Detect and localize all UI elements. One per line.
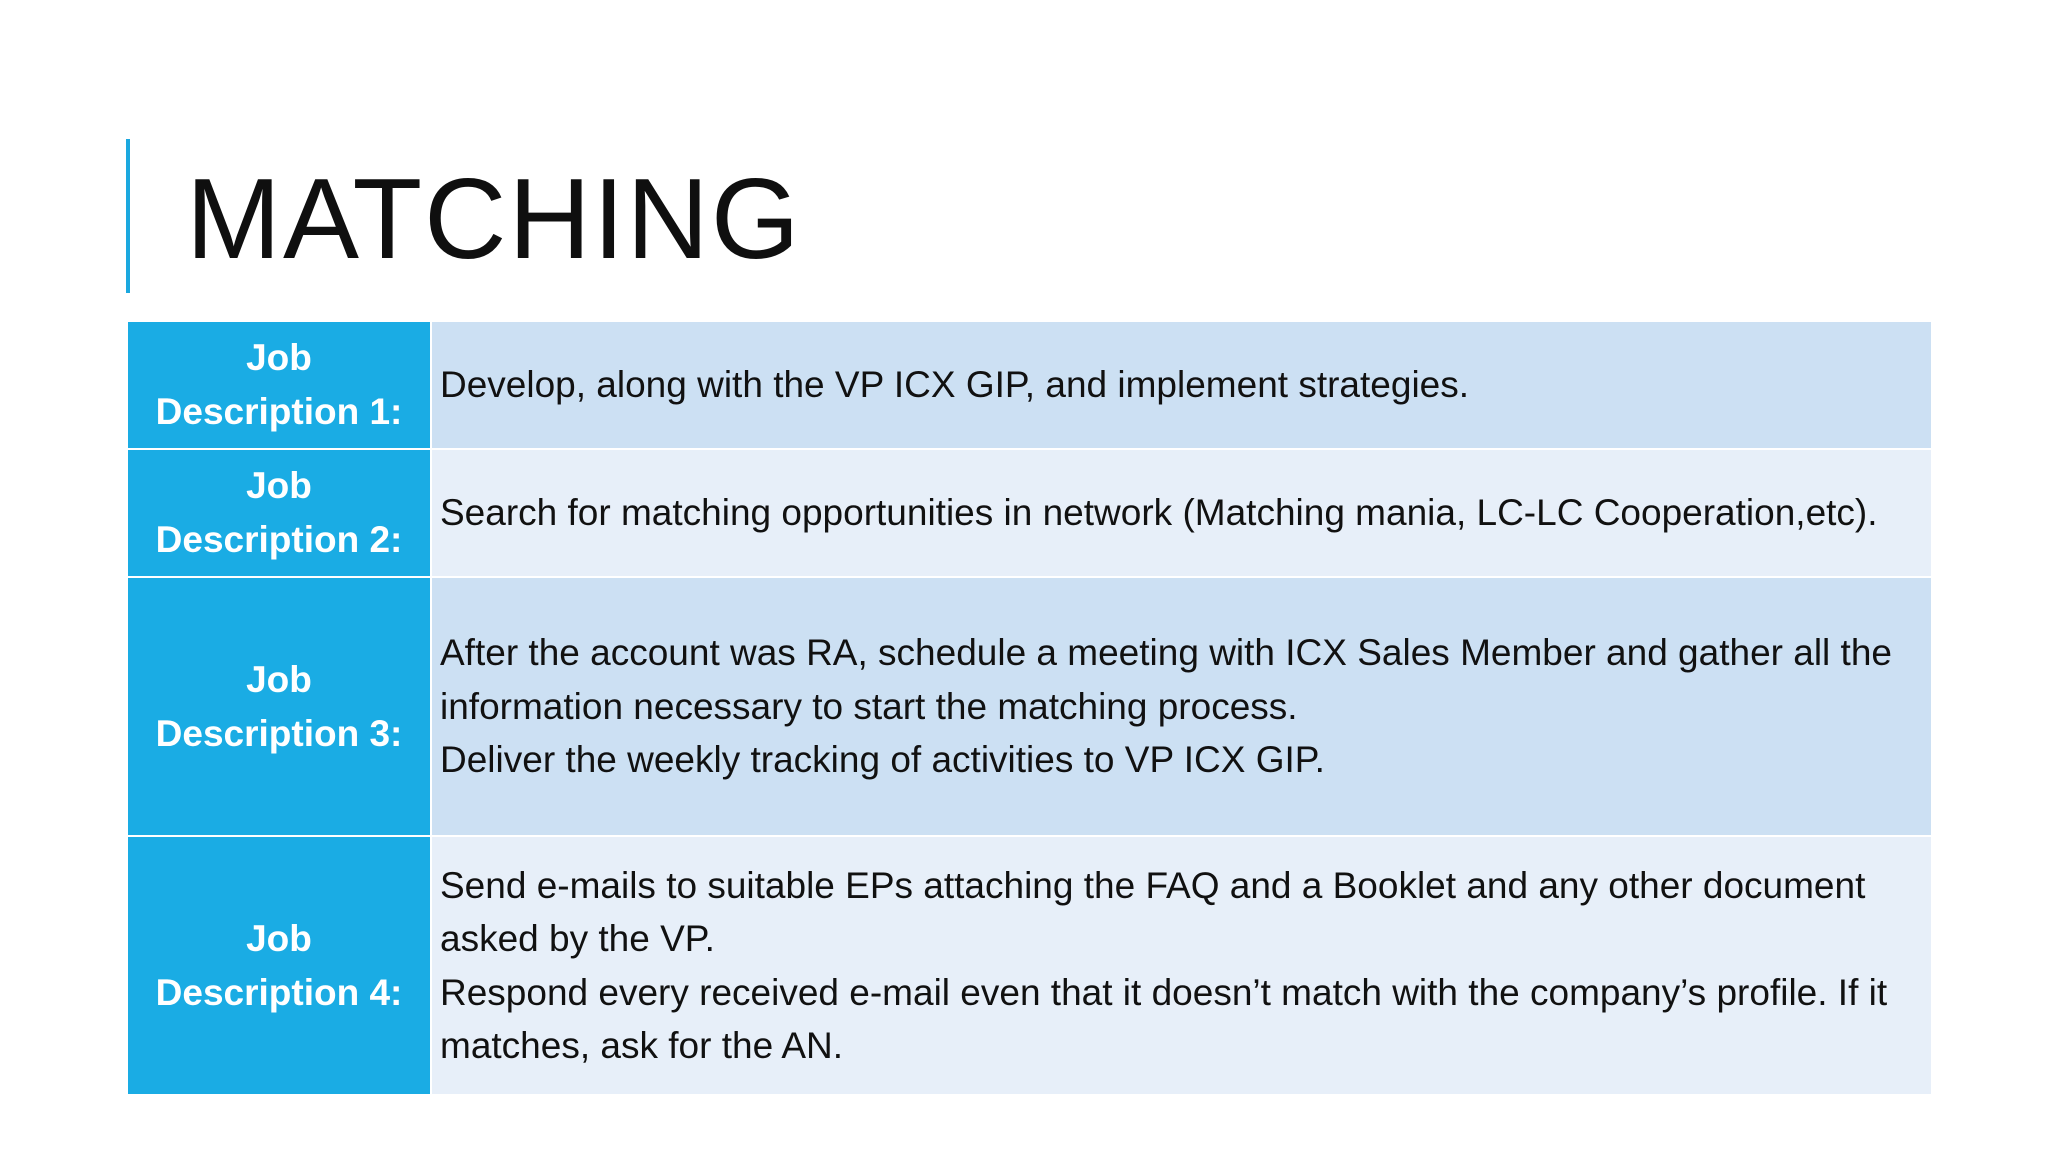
table-row — [127, 836, 1932, 1095]
label-line: Description 4: — [155, 971, 403, 1013]
label-line: Job — [246, 917, 312, 959]
row-description — [431, 449, 1932, 577]
job-description-table — [126, 320, 1933, 1096]
description-paragraph: Develop, along with the VP ICX GIP, and implement strategies. — [440, 364, 1470, 406]
label-line: Job — [246, 465, 312, 506]
row-label — [127, 449, 431, 577]
row-description — [431, 321, 1932, 449]
description-paragraph: After the account was RA, schedule a meeting with ICX Sales Member and gather all the information necessary to start the matching process. — [440, 632, 1892, 727]
description-paragraph: Search for matching opportunities in network (Matching mania, LC-LC Cooperation,etc). — [440, 492, 1878, 534]
table-row — [127, 577, 1932, 836]
table-row — [127, 449, 1932, 577]
row-label — [127, 577, 431, 836]
description-paragraph: Send e-mails to suitable EPs attaching the FAQ and a Booklet and any other document asked by the VP. — [440, 864, 1866, 959]
row-label — [127, 836, 431, 1095]
description-paragraph: Respond every received e-mail even that it doesn’t match with the company’s profile. If it matches, ask for the AN. — [440, 971, 1888, 1066]
slide-title: MATCHING — [186, 156, 802, 283]
label-line: Job — [246, 658, 312, 700]
table-row — [127, 321, 1932, 449]
label-line: Description 1: — [155, 391, 403, 432]
row-label — [127, 321, 431, 449]
label-line: Description 3: — [155, 712, 403, 754]
label-line: Description 2: — [155, 519, 403, 560]
row-description — [431, 577, 1932, 836]
title-accent-bar — [126, 139, 130, 293]
description-paragraph: Deliver the weekly tracking of activities to VP ICX GIP. — [440, 739, 1325, 781]
label-line: Job — [246, 337, 312, 378]
row-description — [431, 836, 1932, 1095]
